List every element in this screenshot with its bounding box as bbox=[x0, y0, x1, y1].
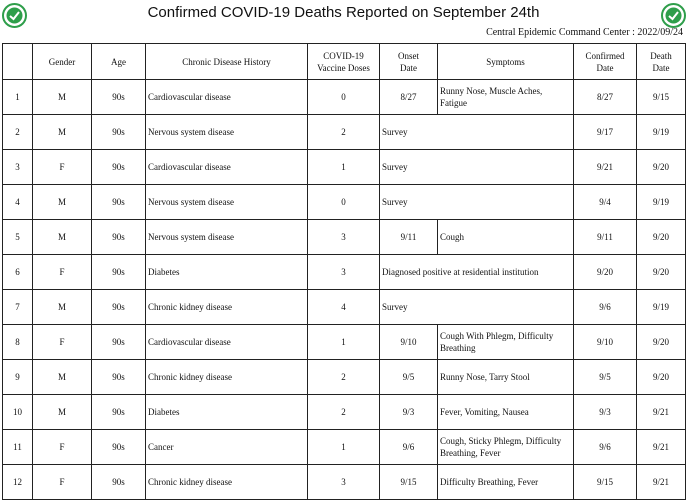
cell-confirmed: 9/4 bbox=[574, 185, 637, 220]
cell-gender: M bbox=[33, 360, 92, 395]
cell-gender: F bbox=[33, 255, 92, 290]
col-symptoms: Symptoms bbox=[438, 44, 574, 80]
cell-no: 6 bbox=[3, 255, 33, 290]
cell-symptoms: Cough bbox=[438, 220, 574, 255]
cell-history: Cardiovascular disease bbox=[146, 80, 308, 115]
cell-history: Cardiovascular disease bbox=[146, 325, 308, 360]
table-row bbox=[3, 255, 686, 290]
cell-age: 90s bbox=[92, 325, 146, 360]
cell-no: 8 bbox=[3, 325, 33, 360]
cell-no: 4 bbox=[3, 185, 33, 220]
cell-no: 2 bbox=[3, 115, 33, 150]
col-vaccine-doses: COVID-19 Vaccine Doses bbox=[308, 44, 380, 80]
page-title: Confirmed COVID-19 Deaths Reported on September 24th bbox=[147, 4, 540, 21]
col-onset-date: Onset Date bbox=[380, 44, 438, 80]
table-row bbox=[3, 290, 686, 325]
cell-age: 90s bbox=[92, 465, 146, 500]
table-row bbox=[3, 430, 686, 465]
cell-death: 9/19 bbox=[637, 185, 686, 220]
cell-onset: 8/27 bbox=[380, 80, 438, 115]
cell-doses: 0 bbox=[308, 185, 380, 220]
cell-no: 12 bbox=[3, 465, 33, 500]
cell-death: 9/21 bbox=[637, 465, 686, 500]
cell-history: Chronic kidney disease bbox=[146, 360, 308, 395]
cell-history: Nervous system disease bbox=[146, 185, 308, 220]
cell-age: 90s bbox=[92, 80, 146, 115]
cell-no: 5 bbox=[3, 220, 33, 255]
table-row bbox=[3, 80, 686, 115]
cell-age: 90s bbox=[92, 220, 146, 255]
cell-symptoms: Fever, Vomiting, Nausea bbox=[438, 395, 574, 430]
cell-death: 9/15 bbox=[637, 80, 686, 115]
cell-confirmed: 9/17 bbox=[574, 115, 637, 150]
table-row bbox=[3, 395, 686, 430]
cell-onset: 9/11 bbox=[380, 220, 438, 255]
cell-gender: F bbox=[33, 465, 92, 500]
cell-no: 10 bbox=[3, 395, 33, 430]
cell-note: Survey bbox=[380, 290, 574, 325]
cell-age: 90s bbox=[92, 290, 146, 325]
cell-confirmed: 9/20 bbox=[574, 255, 637, 290]
cell-death: 9/21 bbox=[637, 395, 686, 430]
cell-no: 3 bbox=[3, 150, 33, 185]
cell-death: 9/20 bbox=[637, 255, 686, 290]
cell-history: Chronic kidney disease bbox=[146, 290, 308, 325]
table-row bbox=[3, 115, 686, 150]
cell-doses: 2 bbox=[308, 115, 380, 150]
cell-doses: 4 bbox=[308, 290, 380, 325]
cell-gender: F bbox=[33, 325, 92, 360]
cell-gender: M bbox=[33, 395, 92, 430]
cell-note: Diagnosed positive at residential institution bbox=[380, 255, 574, 290]
table-row bbox=[3, 465, 686, 500]
cell-doses: 1 bbox=[308, 325, 380, 360]
cell-note: Survey bbox=[380, 150, 574, 185]
cell-confirmed: 9/3 bbox=[574, 395, 637, 430]
cell-doses: 1 bbox=[308, 150, 380, 185]
table-row bbox=[3, 150, 686, 185]
cell-death: 9/21 bbox=[637, 430, 686, 465]
cell-death: 9/20 bbox=[637, 325, 686, 360]
cell-symptoms: Difficulty Breathing, Fever bbox=[438, 465, 574, 500]
table-header-row bbox=[3, 44, 686, 80]
table-row bbox=[3, 185, 686, 220]
table-row bbox=[3, 360, 686, 395]
cell-age: 90s bbox=[92, 430, 146, 465]
cell-gender: M bbox=[33, 115, 92, 150]
cell-onset: 9/10 bbox=[380, 325, 438, 360]
cell-confirmed: 8/27 bbox=[574, 80, 637, 115]
cell-gender: M bbox=[33, 80, 92, 115]
cell-symptoms: Cough, Sticky Phlegm, Difficulty Breathing, Fever bbox=[438, 430, 574, 465]
cell-confirmed: 9/5 bbox=[574, 360, 637, 395]
cell-doses: 0 bbox=[308, 80, 380, 115]
cell-no: 9 bbox=[3, 360, 33, 395]
col-age: Age bbox=[92, 44, 146, 80]
cell-age: 90s bbox=[92, 185, 146, 220]
cell-death: 9/20 bbox=[637, 150, 686, 185]
cell-doses: 3 bbox=[308, 220, 380, 255]
cell-note: Survey bbox=[380, 185, 574, 220]
col-gender: Gender bbox=[33, 44, 92, 80]
cell-death: 9/19 bbox=[637, 290, 686, 325]
cell-symptoms: Cough With Phlegm, Difficulty Breathing bbox=[438, 325, 574, 360]
cell-history: Cardiovascular disease bbox=[146, 150, 308, 185]
cell-history: Nervous system disease bbox=[146, 220, 308, 255]
cell-history: Chronic kidney disease bbox=[146, 465, 308, 500]
cell-symptoms: Runny Nose, Muscle Aches, Fatigue bbox=[438, 80, 574, 115]
cell-no: 7 bbox=[3, 290, 33, 325]
deaths-table bbox=[2, 43, 686, 500]
cell-gender: M bbox=[33, 220, 92, 255]
cell-doses: 2 bbox=[308, 395, 380, 430]
cell-gender: F bbox=[33, 430, 92, 465]
cell-doses: 3 bbox=[308, 465, 380, 500]
cell-history: Diabetes bbox=[146, 395, 308, 430]
cell-doses: 1 bbox=[308, 430, 380, 465]
cell-history: Nervous system disease bbox=[146, 115, 308, 150]
cell-confirmed: 9/6 bbox=[574, 430, 637, 465]
cell-confirmed: 9/6 bbox=[574, 290, 637, 325]
col-confirmed-date: Confirmed Date bbox=[574, 44, 637, 80]
cell-gender: M bbox=[33, 290, 92, 325]
cell-doses: 2 bbox=[308, 360, 380, 395]
col-death-date: Death Date bbox=[637, 44, 686, 80]
source-line: Central Epidemic Command Center : 2022/09/24 bbox=[486, 27, 683, 38]
cell-onset: 9/3 bbox=[380, 395, 438, 430]
cell-death: 9/20 bbox=[637, 360, 686, 395]
cell-history: Cancer bbox=[146, 430, 308, 465]
cell-no: 1 bbox=[3, 80, 33, 115]
cell-onset: 9/15 bbox=[380, 465, 438, 500]
cell-confirmed: 9/21 bbox=[574, 150, 637, 185]
cell-age: 90s bbox=[92, 150, 146, 185]
cell-confirmed: 9/11 bbox=[574, 220, 637, 255]
cell-no: 11 bbox=[3, 430, 33, 465]
cell-note: Survey bbox=[380, 115, 574, 150]
cell-doses: 3 bbox=[308, 255, 380, 290]
cell-age: 90s bbox=[92, 395, 146, 430]
cell-history: Diabetes bbox=[146, 255, 308, 290]
table-row bbox=[3, 325, 686, 360]
cell-confirmed: 9/10 bbox=[574, 325, 637, 360]
table-row bbox=[3, 220, 686, 255]
cell-death: 9/19 bbox=[637, 115, 686, 150]
cell-confirmed: 9/15 bbox=[574, 465, 637, 500]
cell-age: 90s bbox=[92, 255, 146, 290]
cell-onset: 9/5 bbox=[380, 360, 438, 395]
cell-age: 90s bbox=[92, 360, 146, 395]
cell-gender: M bbox=[33, 185, 92, 220]
cell-death: 9/20 bbox=[637, 220, 686, 255]
cell-onset: 9/6 bbox=[380, 430, 438, 465]
cell-age: 90s bbox=[92, 115, 146, 150]
col-number bbox=[3, 44, 33, 80]
cell-gender: F bbox=[33, 150, 92, 185]
cell-symptoms: Runny Nose, Tarry Stool bbox=[438, 360, 574, 395]
col-chronic-disease: Chronic Disease History bbox=[146, 44, 308, 80]
